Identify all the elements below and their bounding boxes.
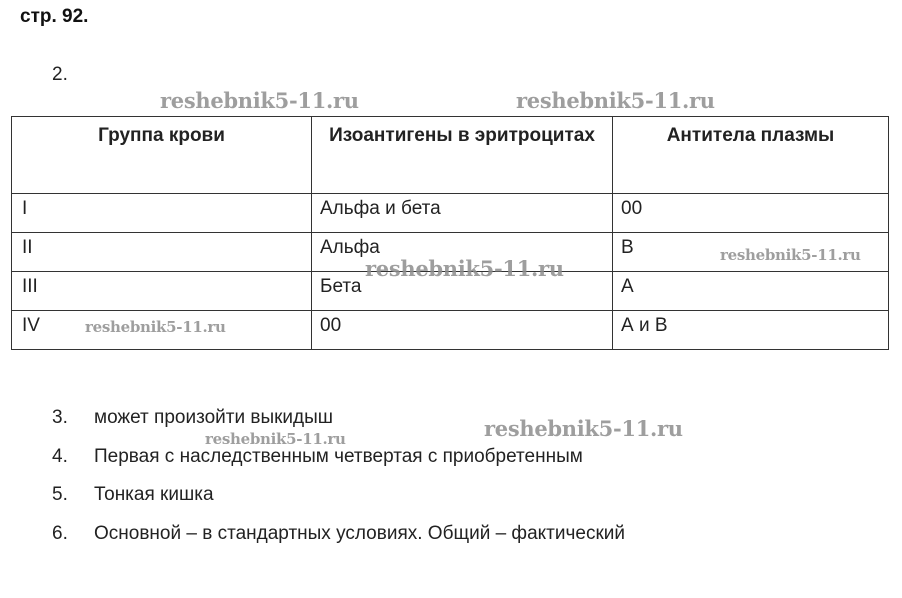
cell-antigens: Бета [312, 272, 613, 311]
cell-group: II [12, 233, 312, 272]
blood-groups-table [11, 116, 889, 350]
item-text: Тонкая кишка [94, 484, 214, 505]
watermark: reshebnik5-11.ru [720, 246, 861, 264]
watermark: reshebnik5-11.ru [205, 430, 346, 448]
cell-antigens: Альфа и бета [312, 194, 613, 233]
item-number: 3. [52, 407, 68, 428]
item-text: Первая с наследственным четвертая с приобретенным [94, 445, 583, 467]
table-header-row [12, 117, 889, 194]
list-item [52, 481, 625, 520]
cell-antibodies: В [613, 233, 889, 272]
cell-group: III [12, 272, 312, 311]
item-text: Основной – в стандартных условиях. Общий – фактический [94, 522, 625, 544]
item-number: 6. [52, 522, 68, 544]
item-number: 4. [52, 445, 68, 467]
watermark: reshebnik5-11.ru [160, 88, 359, 113]
item-number: 5. [52, 484, 68, 505]
watermark: reshebnik5-11.ru [365, 256, 564, 281]
list-item [52, 520, 625, 559]
header-isoantigens: Изоантигены в эритроцитах [312, 117, 613, 194]
header-blood-group: Группа крови [12, 117, 312, 194]
table-row [12, 194, 889, 233]
watermark: reshebnik5-11.ru [516, 88, 715, 113]
task-2-number: 2. [52, 64, 68, 85]
list-item [52, 443, 625, 482]
cell-group: IV [12, 311, 312, 350]
item-text: может произойти выкидыш [94, 407, 334, 428]
cell-antigens: 00 [312, 311, 613, 350]
cell-antigens: Альфа [312, 233, 613, 272]
header-plasma-antibodies: Антитела плазмы [613, 117, 889, 194]
cell-antibodies: А [613, 272, 889, 311]
watermark: reshebnik5-11.ru [484, 416, 683, 441]
watermark: reshebnik5-11.ru [85, 318, 226, 336]
page-reference: стр. 92. [20, 6, 89, 27]
cell-antibodies: А и В [613, 311, 889, 350]
cell-group: I [12, 194, 312, 233]
cell-antibodies: 00 [613, 194, 889, 233]
